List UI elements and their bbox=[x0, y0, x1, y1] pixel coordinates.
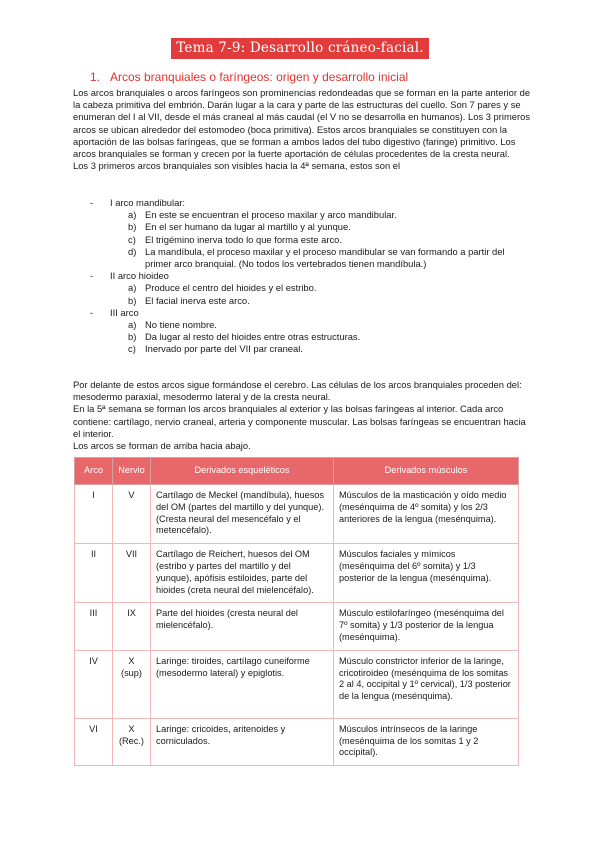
cell-esqueleticos: Cartílago de Meckel (mandíbula), huesos del OM (partes del martillo y del yunque). (Cresta neural del mesencéfalo y el metencéfalo). bbox=[151, 485, 334, 544]
arch-subitem: b) Da lugar al resto del hioides entre otras estructuras. bbox=[128, 331, 361, 343]
cell-musculos: Músculo estilofaríngeo (mesénquima del 7º somita) y 1/3 posterior de la lengua (mesénquima). bbox=[334, 603, 519, 650]
column-header-musculos: Derivados músculos bbox=[334, 458, 519, 485]
table-row bbox=[75, 485, 519, 544]
cell-musculos: Músculo constrictor inferior de la laringe, cricotiroideo (mesénquima de los somitas 2 al 4, occipital y 1º cervical), 1/3 posterior de la lengua (mesénquima). bbox=[334, 650, 519, 718]
arch-item: - II arco hioideo bbox=[90, 270, 169, 282]
cell-arco: III bbox=[75, 603, 113, 650]
column-header-esqueleticos: Derivados esqueléticos bbox=[151, 458, 334, 485]
arch-item: - I arco mandibular: bbox=[90, 197, 186, 208]
arch-item: - III arco bbox=[90, 306, 139, 318]
after-text bbox=[73, 379, 533, 452]
cell-esqueleticos: Parte del hioides (cresta neural del mielencéfalo). bbox=[151, 603, 334, 650]
section-number: 1. bbox=[90, 70, 101, 84]
cell-esqueleticos: Laringe: tiroides, cartílago cuneiforme (mesodermo lateral) y epiglotis. bbox=[151, 650, 334, 718]
intro-text bbox=[73, 87, 533, 172]
arch-subitem: a) No tiene nombre. bbox=[128, 319, 217, 331]
arch-subitem: a) Produce el centro del hioides y el estribo. bbox=[128, 282, 317, 294]
section-heading-text: Arcos branquiales o faríngeos: origen y desarrollo inicial bbox=[110, 70, 409, 84]
arch-subitem: d) La mandíbula, el proceso maxilar y el proceso mandibular se van formando a partir del primer arco branquial. (No todos los vertebrados tienen mandíbula.) bbox=[128, 245, 505, 270]
table-row bbox=[75, 603, 519, 650]
cell-arco: I bbox=[75, 485, 113, 544]
table-row bbox=[75, 718, 519, 765]
cell-arco: VI bbox=[75, 718, 113, 765]
cell-nervio: IX bbox=[113, 603, 151, 650]
page-title: Tema 7-9: Desarrollo cráneo-facial. bbox=[171, 38, 429, 59]
arch-subitem: c) Inervado por parte del VII par craneal. bbox=[128, 343, 303, 355]
table-row bbox=[75, 544, 519, 603]
intro-paragraph: Los 3 primeros arcos branquiales son visibles hacia la 4ª semana, estos son el bbox=[73, 160, 401, 172]
cell-arco: IV bbox=[75, 650, 113, 718]
after-paragraph: En la 5ª semana se forman los arcos branquiales al exterior y las bolsas faríngeas al interior. Cada arco contiene: cartílago, nervio craneal, arteria y componente muscular. Las bolsas faríngeas se encuentran hacia el interior. bbox=[73, 403, 526, 439]
cell-nervio: V bbox=[113, 485, 151, 544]
cell-musculos: Músculos intrínsecos de la laringe (mesénquima de los somitas 1 y 2 occipital). bbox=[334, 718, 519, 765]
cell-musculos: Músculos faciales y mímicos (mesénquima del 6º somita) y 1/3 posterior de la lengua (mesénquima). bbox=[334, 544, 519, 603]
arch-subitem: c) El trigémino inerva todo lo que forma este arco. bbox=[128, 233, 342, 245]
cell-musculos: Músculos de la masticación y oído medio (mesénquima de 4º somita) y los 2/3 anteriores de la lengua (mesénquima). bbox=[334, 485, 519, 544]
arches-list bbox=[73, 197, 533, 356]
after-paragraph: Los arcos se forman de arriba hacia abajo. bbox=[73, 440, 251, 452]
cell-esqueleticos: Laringe: cricoides, aritenoides y corniculados. bbox=[151, 718, 334, 765]
cell-nervio: X (sup) bbox=[113, 650, 151, 718]
table-header-row bbox=[75, 458, 519, 485]
arches-table bbox=[74, 457, 519, 766]
cell-esqueleticos: Cartílago de Reichert, huesos del OM (estribo y partes del martillo y del yunque), apófisis estiloides, parte del hioides (creta neural del mielencéfalo). bbox=[151, 544, 334, 603]
section-heading bbox=[90, 70, 408, 84]
arch-subitem: a) En este se encuentran el proceso maxilar y arco mandibular. bbox=[128, 209, 397, 221]
cell-arco: II bbox=[75, 544, 113, 603]
column-header-arco: Arco bbox=[75, 458, 113, 485]
intro-paragraph: Los arcos branquiales o arcos faríngeos son prominencias redondeadas que se forman en la parte anterior de la cabeza primitiva del embrión. Darán lugar a la cara y parte de las estructuras del cuello. Son 7 pares y se enumeran del I al VII, desde el más craneal al más caudal (el V no se desarrolla en humanos). Los 3 primeros arcos se ubican alrededor del estomodeo (boca primitiva). Estos arcos branquiales se constituyen con la aportación de las bolsas faríngeas, que se forman a ambos lados del tubo digestivo (faringe) primitivo. Los arcos branquiales se forman y crecen por la fuerte aportación de células procedentes de la cresta neural. bbox=[73, 87, 531, 160]
column-header-nervio: Nervio bbox=[113, 458, 151, 485]
cell-nervio: VII bbox=[113, 544, 151, 603]
arch-subitem: b) En el ser humano da lugar al martillo y al yunque. bbox=[128, 221, 351, 233]
cell-nervio: X (Rec.) bbox=[113, 718, 151, 765]
table-row bbox=[75, 650, 519, 718]
after-paragraph: Por delante de estos arcos sigue formándose el cerebro. Las células de los arcos branquiales proceden del: mesodermo paraxial, mesodermo lateral y de la cresta neural. bbox=[73, 379, 522, 403]
arch-subitem: b) El facial inerva este arco. bbox=[128, 294, 250, 306]
